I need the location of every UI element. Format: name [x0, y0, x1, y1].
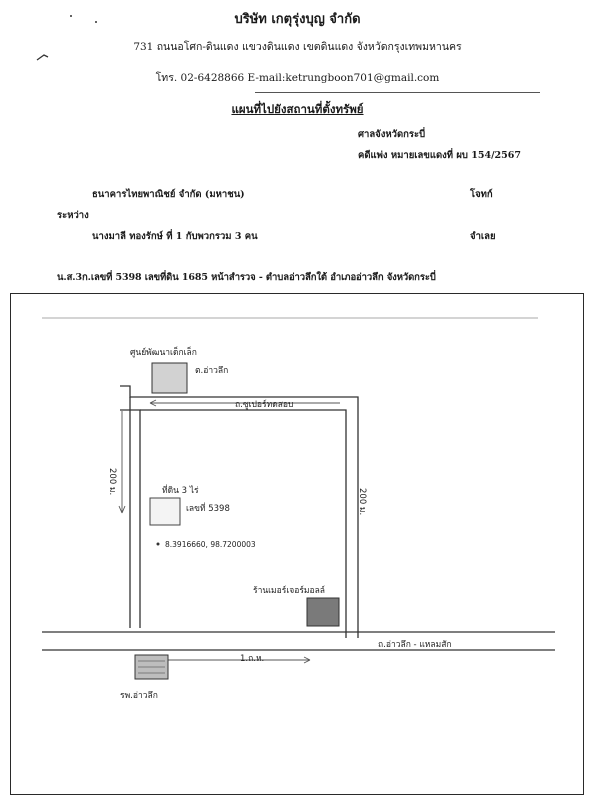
- left-road-label: 200 ม.: [107, 468, 117, 496]
- company-address: 731 ถนนอโศก-ดินแดง แขวงดินแดง เขตดินแดง จังหวัดกรุงเทพมหานคร: [133, 41, 462, 53]
- court-name: ศาลจังหวัดกระบี่: [358, 129, 426, 140]
- scan-speck: [70, 15, 72, 17]
- shop-building: [307, 598, 339, 626]
- land-title-info: น.ส.3ก.เลขที่ 5398 เลขที่ดิน 1685 หน้าสำรวจ - ตำบลอ่าวลึกใต้ อำเภออ่าวลึก จังหวัดกระบี่: [57, 272, 436, 283]
- school-road-label: ต.อ่าวลึก: [195, 366, 229, 376]
- school-label: ศูนย์พัฒนาเด็กเล็ก: [130, 348, 197, 358]
- case-number: คดีแพ่ง หมายเลขแดงที่ ผบ 154/2567: [358, 150, 521, 161]
- hospital-label: รพ.อ่าวลึก: [120, 691, 158, 701]
- between-label: ระหว่าง: [57, 210, 89, 221]
- header-divider: [255, 92, 540, 93]
- highway-left-label: 1.ถ.ห.: [240, 654, 265, 664]
- company-contact: โทร. 02-6428866 E-mail:ketrungboon701@gmail.com: [155, 72, 440, 84]
- coordinates-label: 8.3916660, 98.7200003: [165, 540, 256, 549]
- right-road-label: 200 ม.: [357, 488, 367, 516]
- shop-label: ร้านเมอร์เจอร์มอลล์: [253, 586, 326, 596]
- location-map: [10, 293, 584, 795]
- highway-right-label: ถ.อ่าวลึก - แหลมสัก: [378, 640, 452, 650]
- plaintiff-name: ธนาคารไทยพาณิชย์ จำกัด (มหาชน): [92, 189, 245, 200]
- coordinate-pin-icon: [157, 543, 160, 546]
- pen-mark: [36, 46, 50, 56]
- plaintiff-role: โจทก์: [470, 189, 493, 200]
- school-building: [152, 363, 187, 393]
- document-title: แผนที่ไปยังสถานที่ตั้งทรัพย์: [231, 102, 364, 116]
- property-area-label: ที่ดิน 3 ไร่: [162, 486, 199, 496]
- property-parcel: [150, 498, 180, 525]
- scan-speck: [95, 21, 97, 23]
- defendant-name: นางมาลี ทองรักษ์ ที่ 1 กับพวกรวม 3 คน: [92, 231, 258, 242]
- company-name: บริษัท เกตุรุ่งบุญ จำกัด: [234, 12, 361, 27]
- top-road-label: ถ.ซูเปอร์ทดสอบ: [235, 400, 294, 410]
- property-label: เลขที่ 5398: [186, 504, 230, 514]
- defendant-role: จำเลย: [470, 231, 496, 242]
